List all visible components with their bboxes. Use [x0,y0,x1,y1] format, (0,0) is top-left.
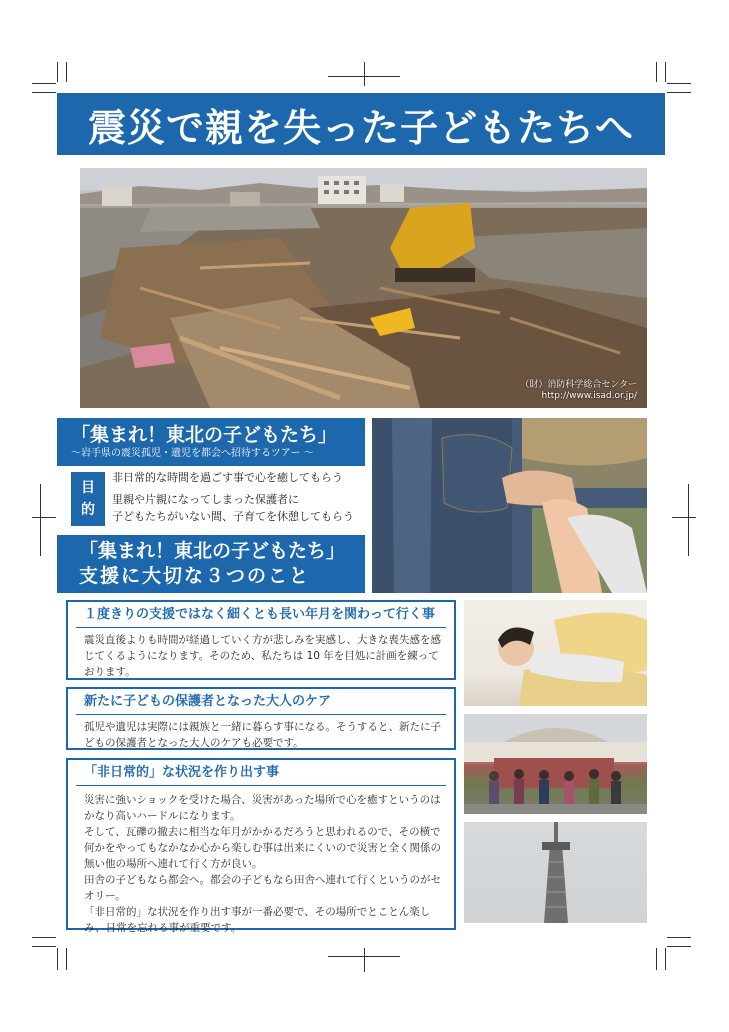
point-title: １度きりの支援ではなく細くとも長い年月を関わって行く事 [76,602,446,628]
point-title: 新たに子どもの保護者となった大人のケア [76,689,446,715]
purpose-line-1: 非日常的な時間を過ごす事で心を癒してもらう [112,471,343,484]
point-body: 震災直後よりも時間が経過していく方が悲しみを実感し、大きな喪失感を感じてくるようになります。そのため、私たちは 10 年を目処に計画を練っております。 [84,634,441,678]
purpose-label-char-2: 的 [81,502,95,518]
point-paragraph: 田舎の子どもなら都会へ。都会の子どもなら田舎へ連れて行くというのがセオリー。 [84,874,441,902]
point-card-guardian-care [66,687,456,750]
point-paragraph: そして、瓦礫の撤去に相当な年月がかかるだろうと思われるので、その横で何かをやってもなかなか心から楽しむ事は出来にくいので災害と全く関係の無い他の場所へ連れて行く方が良い。 [84,826,441,870]
point-paragraph: 「非日常的」な状況を作り出す事が一番必要で、その場所でとことん楽しみ、日常を忘れる事が重要です。 [84,906,431,934]
group-photo [464,714,647,814]
point-body: 孤児や遺児は実際には親族と一緒に暮らす事になる。そうすると、新たに子どもの保護者となった大人のケアも必要です。 [84,721,441,749]
purpose-label-char-1: 目 [81,480,95,496]
photo-credit-org: （財）消防科学総合センター [520,380,637,391]
tower-photo [464,822,647,923]
support-heading-line-2: 支援に大切な３つのこと [79,565,311,587]
point-title: 「非日常的」な状況を作り出す事 [76,760,446,786]
purpose-line-3: 子どもたちがいない間、子育てを休憩してもらう [112,510,354,523]
page-title: 震災で親を失った子どもたちへ [57,93,665,155]
point-paragraph: 災害に強いショックを受けた場合、災害があった場所で心を癒すというのはかなり高いハードルになります。 [84,794,441,822]
event-title: 「集まれ！東北の子どもたち」 [71,424,338,446]
point-card-extraordinary [66,758,456,934]
photo-credit-url: http://www.isad.or.jp/ [541,391,637,402]
disaster-photo [80,168,647,408]
event-heading [57,418,365,466]
event-subtitle: 〜岩手県の震災孤児・遺児を都会へ招待するツアー 〜 [71,448,314,459]
purpose-line-2: 里親や片親になってしまった保護者に [112,493,299,506]
point-card-long-term [66,600,456,680]
support-heading [57,535,365,593]
point-body [68,786,454,940]
support-heading-line-1: 「集まれ！東北の子どもたち」 [79,540,346,562]
resting-child-photo [464,600,647,706]
purpose-label [71,472,105,526]
parent-child-hands-photo [372,418,647,593]
photo-credit [520,380,637,402]
